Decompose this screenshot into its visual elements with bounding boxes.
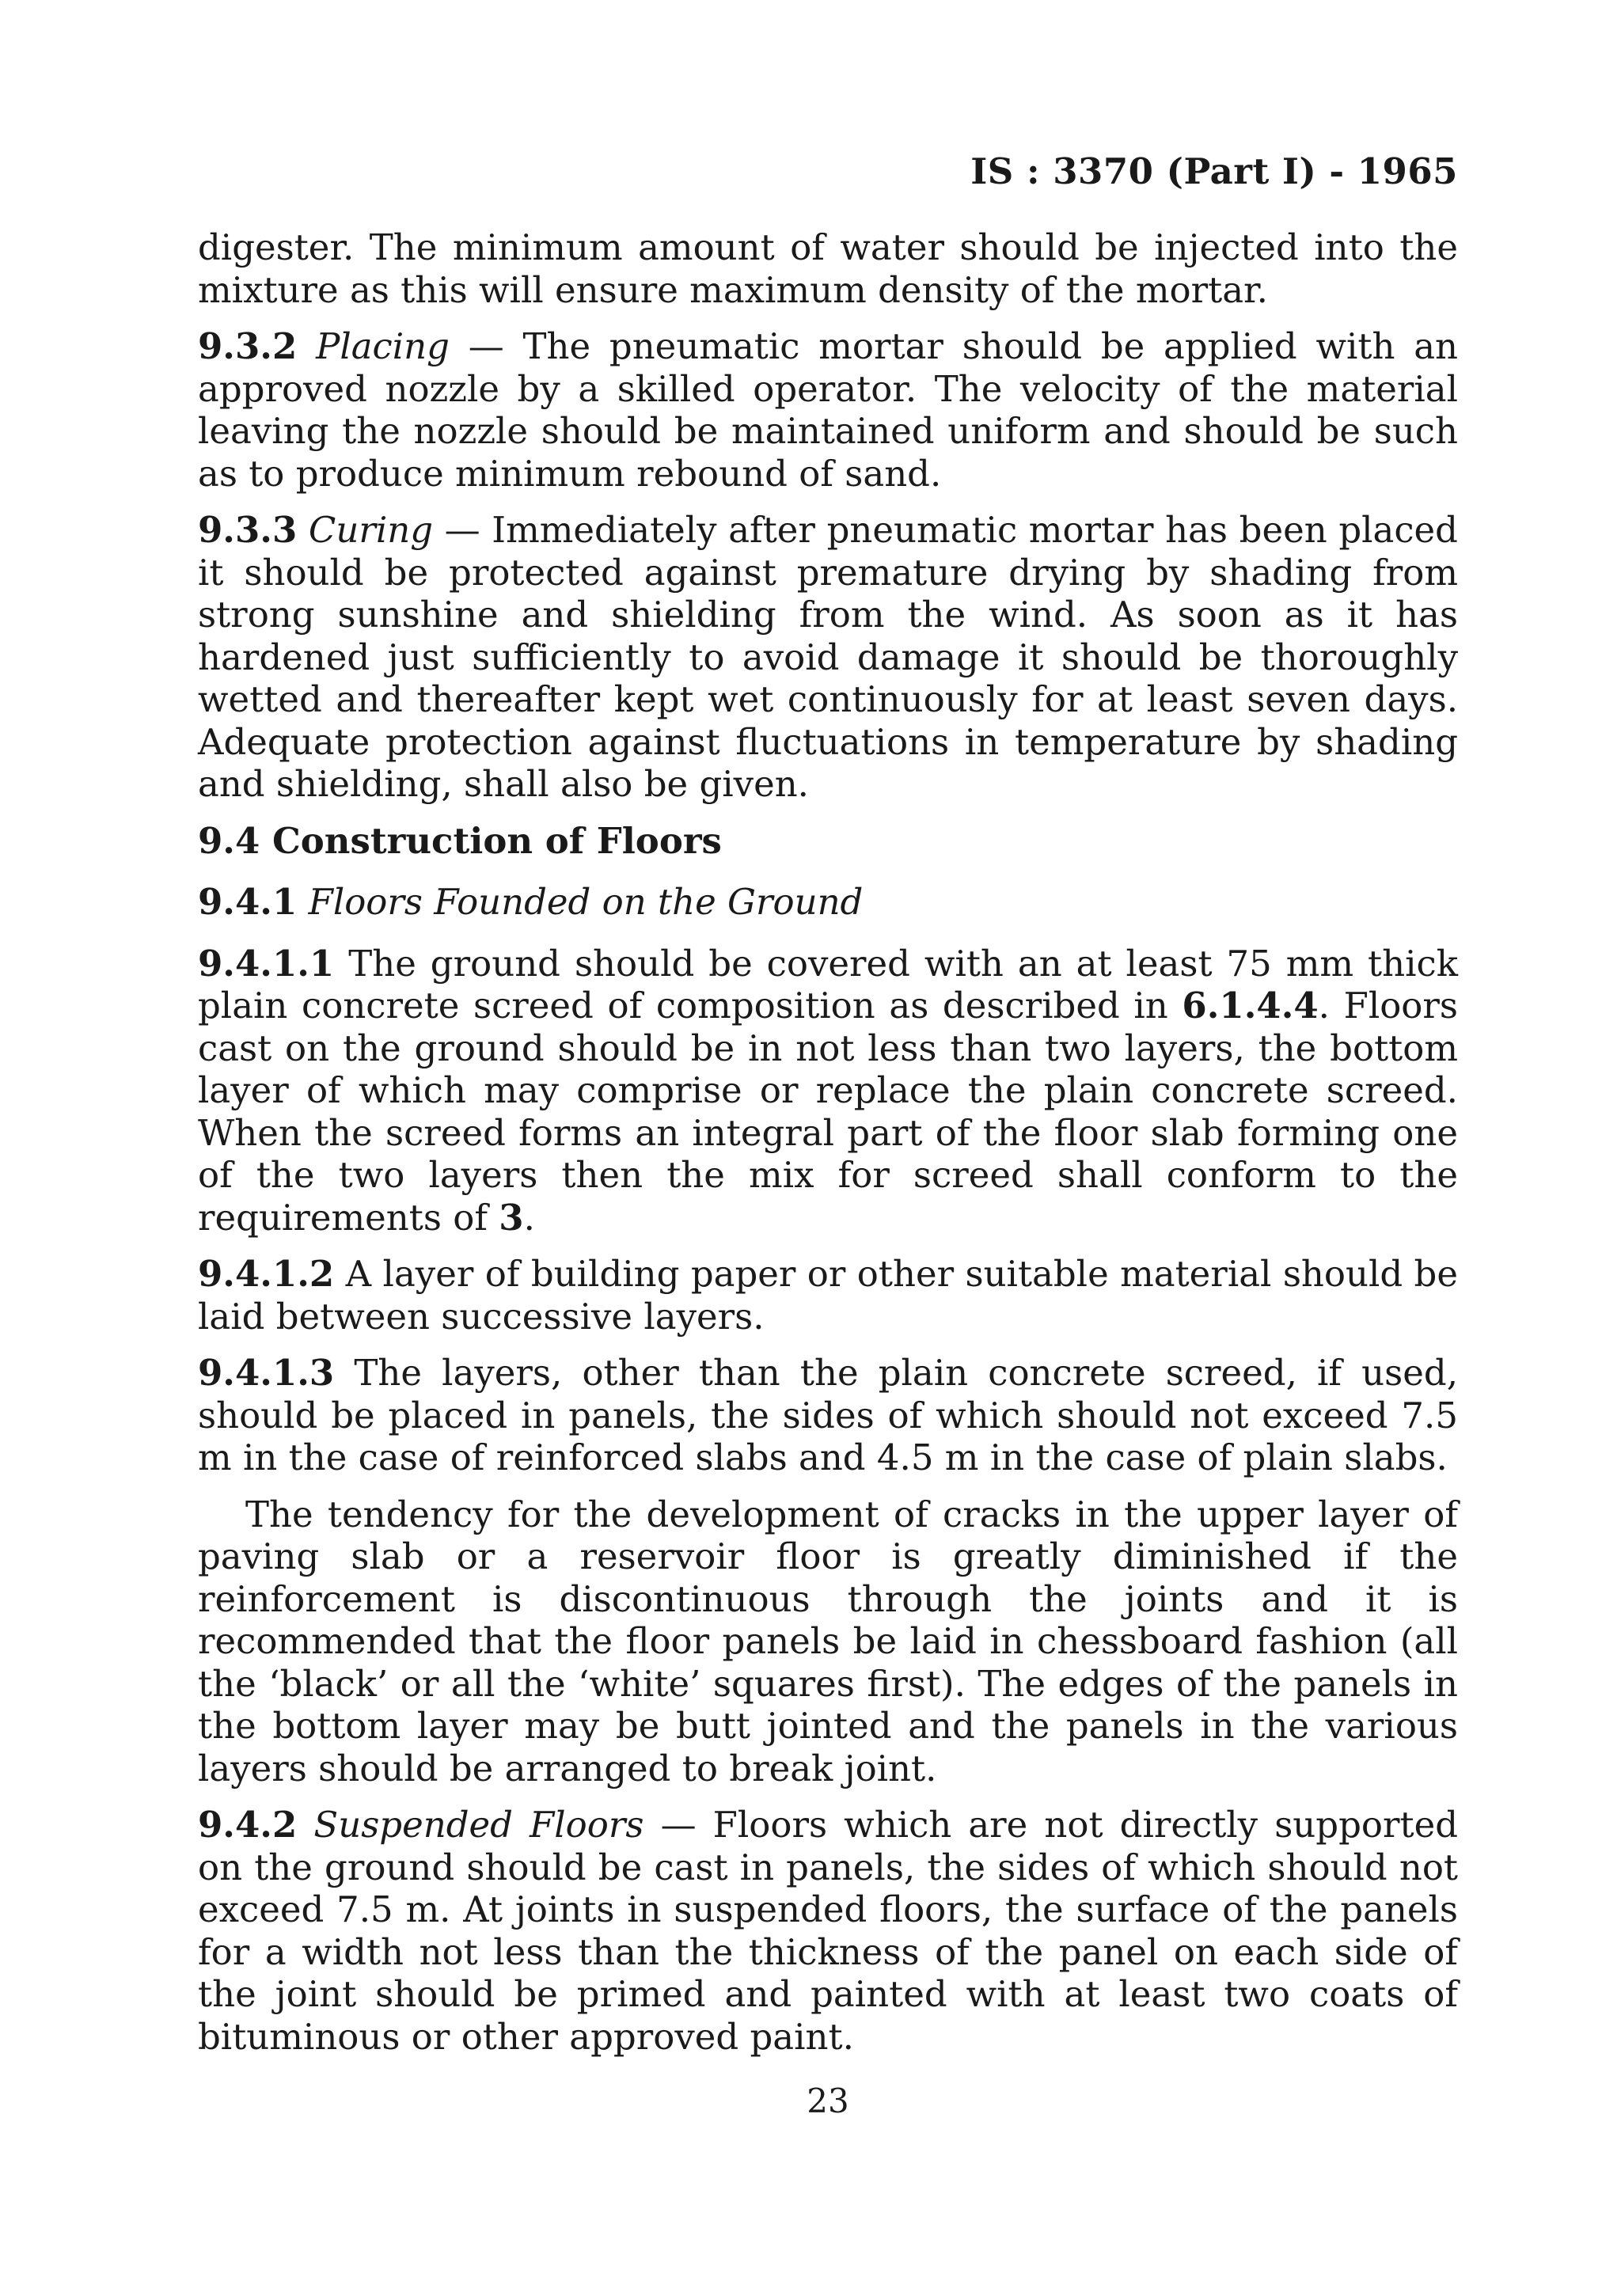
clause-number: 9.3.2: [198, 325, 298, 367]
paragraph-9-4-1-2: [198, 1253, 1458, 1338]
section-heading-9-4: 9.4 Construction of Floors: [198, 819, 722, 862]
document-page: [198, 0, 1458, 2296]
paragraph-text: A layer of building paper or other suitable material should be laid between successive layers.: [198, 1253, 1458, 1338]
clause-number: 9.4.1.1: [198, 942, 335, 985]
clause-number: 9.4.2: [198, 1804, 298, 1846]
paragraph-9-4-2: [198, 1804, 1458, 2058]
paragraph-text: The tendency for the development of cracks in the upper layer of paving slab or a reservoir floor is greatly diminished if the reinforcement is discontinuous through the joints and it is recommended that the floor panels be laid in chessboard fashion (all the ‘black’ or all the ‘white’ squares first). The edges of the panels in the bottom layer may be butt jointed and the panels in the various layers should be arranged to break joint.: [198, 1493, 1458, 1789]
paragraph-text: Immediately after pneumatic mortar has been placed it should be protected against premature drying by shading from strong sunshine and shielding from the wind. As soon as it has hardened just sufficiently to avoid damage it should be thoroughly wetted and thereafter kept wet continuously for at least seven days. Adequate protection against fluctuations in temperature by shading and shielding, shall also be given.: [198, 509, 1458, 805]
paragraph-text: Floors which are not directly supported on the ground should be cast in panels, the sides of which should not exceed 7.5 m. At joints in suspended floors, the surface of the panels for a width not less than the thickness of the panel on each side of the joint should be primed and painted with at least two coats of bituminous or other approved paint.: [198, 1804, 1459, 2058]
clause-title: Floors Founded on the Ground: [308, 881, 864, 923]
em-dash: —: [643, 1804, 713, 1846]
paragraph-text: The pneumatic mortar should be applied with an approved nozzle by a skilled operator. The velocity of the material leaving the nozzle should be maintained uniform and should be such as to produce minimum rebound of sand.: [198, 325, 1459, 495]
clause-number: 9.3.3: [198, 509, 298, 551]
paragraph-9-3-2: [198, 325, 1458, 495]
paragraph-9-4-1-3: [198, 1352, 1458, 1479]
clause-number: 9.4.1.3: [198, 1352, 335, 1394]
standard-header: IS : 3370 (Part I) - 1965: [970, 150, 1458, 192]
paragraph-text: The ground should be covered with an at least 75 mm thick plain concrete screed of composition as described in: [198, 942, 1458, 1027]
paragraph-chessboard: [198, 1493, 1458, 1790]
clause-title: Placing: [316, 325, 450, 367]
subsection-heading-9-4-1: [198, 881, 1458, 924]
clause-number: 9.4.1: [198, 881, 298, 923]
paragraph-continuation: [198, 226, 1458, 311]
clause-reference: 6.1.4.4: [1182, 985, 1319, 1027]
page-number: 23: [807, 2082, 849, 2120]
clause-reference: 3: [499, 1196, 524, 1239]
em-dash: —: [433, 509, 492, 551]
clause-number: 9.4.1.2: [198, 1253, 335, 1295]
paragraph-9-4-1-1: [198, 943, 1458, 1239]
clause-title: Curing: [308, 509, 434, 551]
paragraph-text: .: [523, 1196, 535, 1239]
paragraph-text: digester. The minimum amount of water should be injected into the mixture as this will ensure maximum density of the mortar.: [198, 226, 1458, 311]
paragraph-9-3-3: [198, 509, 1458, 806]
em-dash: —: [449, 325, 523, 367]
clause-title: Suspended Floors: [313, 1804, 644, 1846]
body-text: [198, 226, 1458, 2072]
paragraph-text: . Floors cast on the ground should be in not less than two layers, the bottom layer of which may comprise or replace the plain concrete screed. When the screed forms an integral part of the floor slab forming one of the two layers then the mix for screed shall conform to the requirements of: [198, 985, 1459, 1239]
paragraph-text: The layers, other than the plain concrete screed, if used, should be placed in panels, the sides of which should not exceed 7.5 m in the case of reinforced slabs and 4.5 m in the case of plain slabs.: [198, 1352, 1459, 1478]
